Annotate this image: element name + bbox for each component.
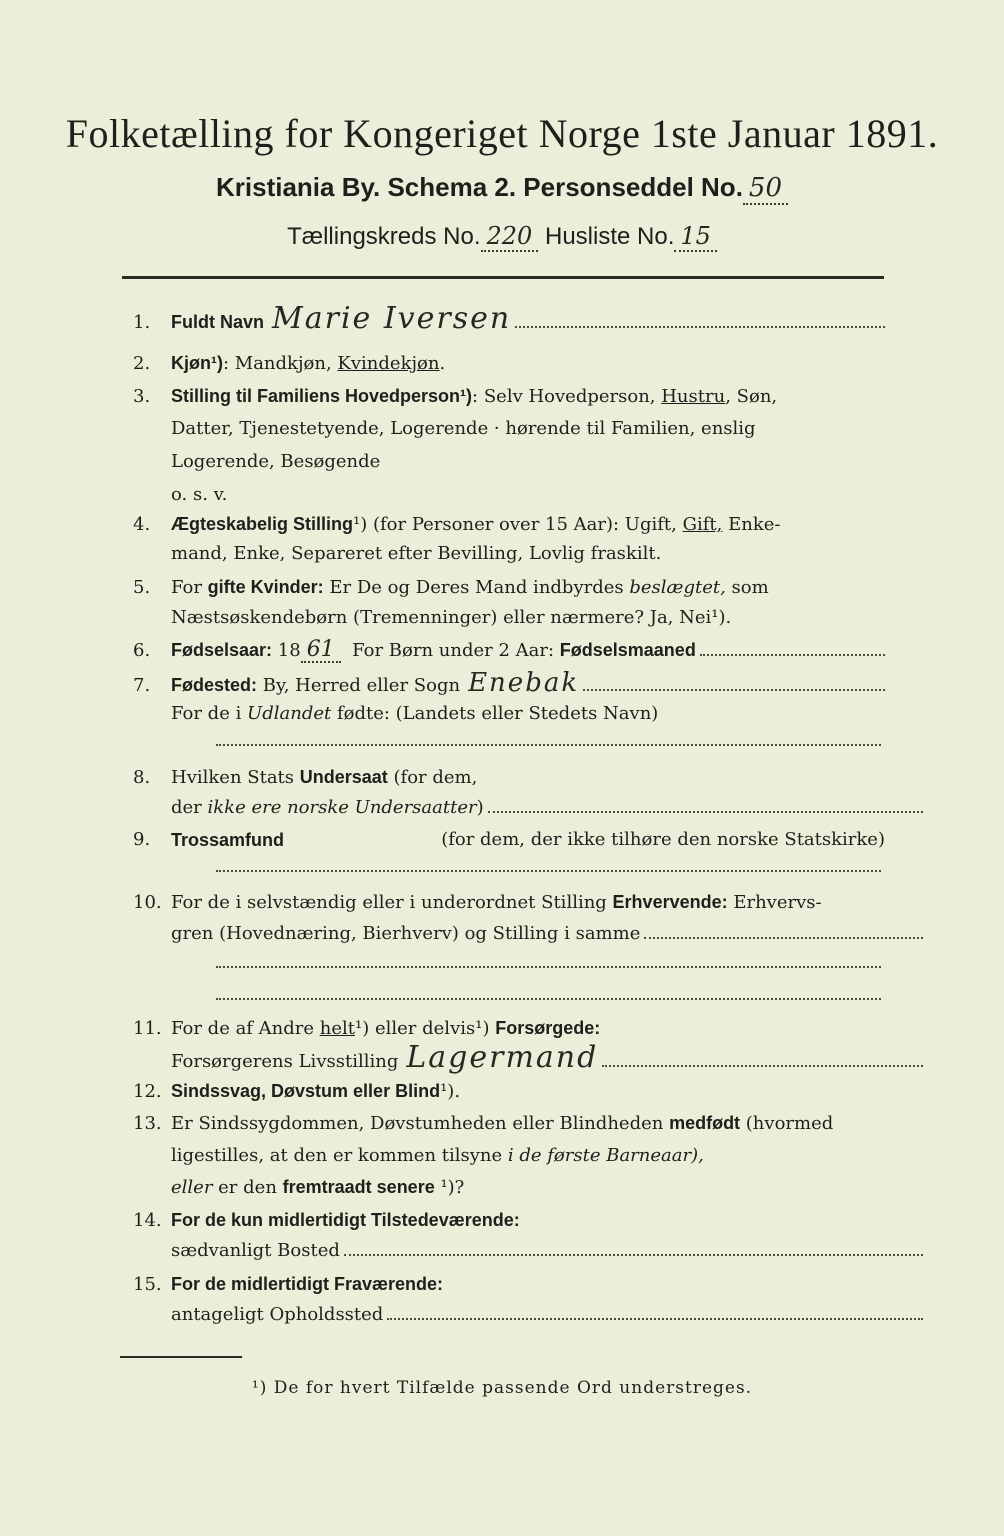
field-pre: Hvilken Stats <box>171 767 300 788</box>
field-text-end: ¹). <box>440 1081 461 1102</box>
field-label: Trossamfund <box>171 830 285 850</box>
field-pre: For <box>171 577 208 598</box>
field-text: For Børn under 2 Aar: <box>340 640 560 661</box>
field-italic: eller <box>171 1177 213 1198</box>
field-4-line-2: mand, Enke, Separeret efter Bevilling, Lovlig fraskilt. <box>171 543 662 564</box>
field-9-religion <box>133 829 885 851</box>
dotted-fill <box>515 312 885 328</box>
taellingskreds-number[interactable]: 220 <box>481 222 539 252</box>
field-text-end: ¹)? <box>434 1177 465 1198</box>
field-pre: Er Sindssygdommen, Døvstumheden eller Blindheden <box>171 1113 670 1134</box>
field-15-temporary-absent <box>133 1273 885 1296</box>
dotted-answer-line[interactable] <box>216 744 881 746</box>
field-number: 14. <box>133 1210 162 1231</box>
field-number: 6. <box>133 640 151 661</box>
birthplace-value[interactable]: Enebak <box>468 668 580 698</box>
field-number: 1. <box>133 312 151 333</box>
field-text-end: som <box>725 577 769 598</box>
field-3-line-3: Logerende, Besøgende <box>171 451 381 472</box>
field-number: 11. <box>133 1018 162 1039</box>
field-1-full-name <box>133 301 885 336</box>
sex-selected[interactable]: Kvindekjøn <box>337 353 440 374</box>
field-label: Kjøn¹) <box>171 353 223 373</box>
field-label: medfødt <box>669 1113 741 1133</box>
field-number: 7. <box>133 675 151 696</box>
field-label: Fødested: <box>171 675 258 695</box>
field-italic: beslægtet, <box>629 577 726 598</box>
field-9-head <box>133 829 284 851</box>
husliste-number[interactable]: 15 <box>674 222 717 252</box>
field-label: For de kun midlertidigt Tilstedeværende: <box>171 1210 520 1230</box>
field-text-end: , Søn, <box>725 386 778 407</box>
husliste-label: Husliste No. <box>544 223 675 250</box>
field-number: 2. <box>133 353 151 374</box>
field-label: Sindssvag, Døvstum eller Blind <box>171 1081 441 1101</box>
field-8-citizenship <box>133 766 885 789</box>
field-text-end: . <box>439 353 446 374</box>
dotted-fill <box>583 675 885 691</box>
field-pre: For de i selvstændig eller i underordnet Stilling <box>171 892 613 913</box>
field-number: 15. <box>133 1274 162 1295</box>
subtitle-prefix: Kristiania By. Schema 2. Personseddel No. <box>215 172 743 202</box>
field-15-line-2 <box>133 1304 923 1326</box>
footnote: ¹) De for hvert Tilfælde passende Ord understreges. <box>251 1378 753 1398</box>
personseddel-number[interactable]: 50 <box>743 173 788 205</box>
field-3-family-position <box>133 385 885 408</box>
field-italic: ikke ere norske Undersaatter <box>207 797 477 818</box>
supported-selected[interactable]: helt <box>319 1018 356 1039</box>
field-6-birth-year <box>133 639 885 663</box>
dotted-fill[interactable] <box>387 1304 923 1320</box>
field-text: (for dem, <box>387 767 478 788</box>
field-text: ¹) (for Personer over 15 Aar): Ugift, <box>353 514 683 535</box>
field-text: : Mandkjøn, <box>222 353 338 374</box>
field-text-end: Enke- <box>722 514 781 535</box>
position-selected[interactable]: Hustru <box>661 386 726 407</box>
field-3-line-2: Datter, Tjenestetyende, Logerende · hørende til Familien, enslig <box>171 418 756 439</box>
field-text-end: fødte: (Landets eller Stedets Navn) <box>331 703 659 724</box>
field-number: 10. <box>133 892 162 913</box>
full-name-value[interactable]: Marie Iversen <box>272 301 512 336</box>
field-10-occupation <box>133 891 885 914</box>
field-text: Er De og Deres Mand indbyrdes <box>323 577 630 598</box>
field-text: antageligt Opholdssted <box>171 1304 384 1325</box>
field-text-end: Erhvervs- <box>727 892 822 913</box>
field-text: der <box>171 797 208 818</box>
form-subtitle <box>0 172 1004 203</box>
field-text: : Selv Hovedperson, <box>472 386 662 407</box>
dotted-fill[interactable] <box>488 797 923 813</box>
field-label: Undersaat <box>299 767 388 787</box>
field-4-marital-status <box>133 513 885 536</box>
field-label: For de midlertidigt Fraværende: <box>171 1274 444 1294</box>
field-text: Forsørgerens Livsstilling <box>171 1051 399 1072</box>
field-13-line-3 <box>133 1176 923 1199</box>
field-7-birthplace <box>133 668 885 698</box>
dotted-fill <box>700 640 885 656</box>
field-number: 9. <box>133 829 151 850</box>
dotted-fill[interactable] <box>644 923 923 939</box>
field-label: Ægteskabelig Stilling <box>171 514 354 534</box>
field-10-line-2 <box>133 923 923 945</box>
form-subtitle-2 <box>0 222 1004 251</box>
field-label: Forsørgede: <box>495 1018 601 1038</box>
field-label: Fødselsaar: <box>171 640 273 660</box>
field-label: Fuldt Navn <box>171 312 264 332</box>
field-text-end: (hvormed <box>740 1113 834 1134</box>
field-label: Erhvervende: <box>612 892 728 912</box>
field-text: (for dem, der ikke tilhøre den norske Statskirke) <box>435 829 885 850</box>
birth-year-prefix: 18 <box>272 640 301 661</box>
dotted-fill <box>602 1051 923 1067</box>
field-11-supported <box>133 1017 885 1040</box>
field-bold: fremtraadt senere <box>282 1177 435 1197</box>
field-number: 13. <box>133 1113 162 1134</box>
provider-occupation-value[interactable]: Lagermand <box>406 1040 599 1075</box>
footnote-rule <box>120 1356 242 1358</box>
birth-year-value[interactable]: 61 <box>301 639 341 663</box>
field-7-line-2 <box>133 703 923 725</box>
field-number: 4. <box>133 514 151 535</box>
field-text: er den <box>212 1177 283 1198</box>
field-text: By, Herred eller Sogn <box>257 675 461 696</box>
field-5-married-women <box>133 576 885 599</box>
field-pre: For de af Andre <box>171 1018 320 1039</box>
field-text: ¹) eller delvis¹) <box>355 1018 496 1039</box>
field-12-disability <box>133 1080 885 1103</box>
dotted-answer-line[interactable] <box>216 966 881 968</box>
taellingskreds-label: Tællingskreds No. <box>287 223 481 250</box>
form-title: Folketælling for Kongeriget Norge 1ste Januar 1891. <box>65 111 939 156</box>
header-rule <box>122 276 884 279</box>
field-label: Stilling til Familiens Hovedperson¹) <box>171 386 473 406</box>
field-number: 8. <box>133 767 151 788</box>
field-label: gifte Kvinder: <box>207 577 324 597</box>
field-label-2: Fødselsmaaned <box>559 640 696 660</box>
field-13-congenital <box>133 1112 885 1135</box>
field-8-line-2 <box>133 797 923 819</box>
field-italic: Udlandet <box>247 703 332 724</box>
field-13-line-2 <box>133 1145 923 1167</box>
field-2-sex <box>133 352 885 375</box>
dotted-answer-line[interactable] <box>216 870 881 872</box>
field-text: sædvanligt Bosted <box>171 1240 340 1261</box>
field-number: 3. <box>133 386 151 407</box>
field-text: ligestilles, at den er kommen tilsyne <box>171 1145 508 1166</box>
field-3-line-4: o. s. v. <box>171 484 228 505</box>
field-text: For de i <box>171 703 248 724</box>
dotted-answer-line[interactable] <box>216 998 881 1000</box>
marital-selected[interactable]: Gift, <box>682 514 723 535</box>
field-5-line-2: Næstsøskendebørn (Tremenninger) eller nærmere? Ja, Nei¹). <box>171 607 732 628</box>
field-14-temporary-present <box>133 1209 885 1232</box>
field-italic: i de første Barneaar), <box>507 1145 704 1166</box>
field-number: 5. <box>133 577 151 598</box>
field-text: gren (Hovednæring, Bierhverv) og Stilling i samme <box>171 923 641 944</box>
field-number: 12. <box>133 1081 162 1102</box>
field-14-line-2 <box>133 1240 923 1262</box>
field-text-end: ) <box>476 797 484 818</box>
dotted-fill[interactable] <box>344 1240 923 1256</box>
field-11-line-2 <box>133 1040 923 1075</box>
